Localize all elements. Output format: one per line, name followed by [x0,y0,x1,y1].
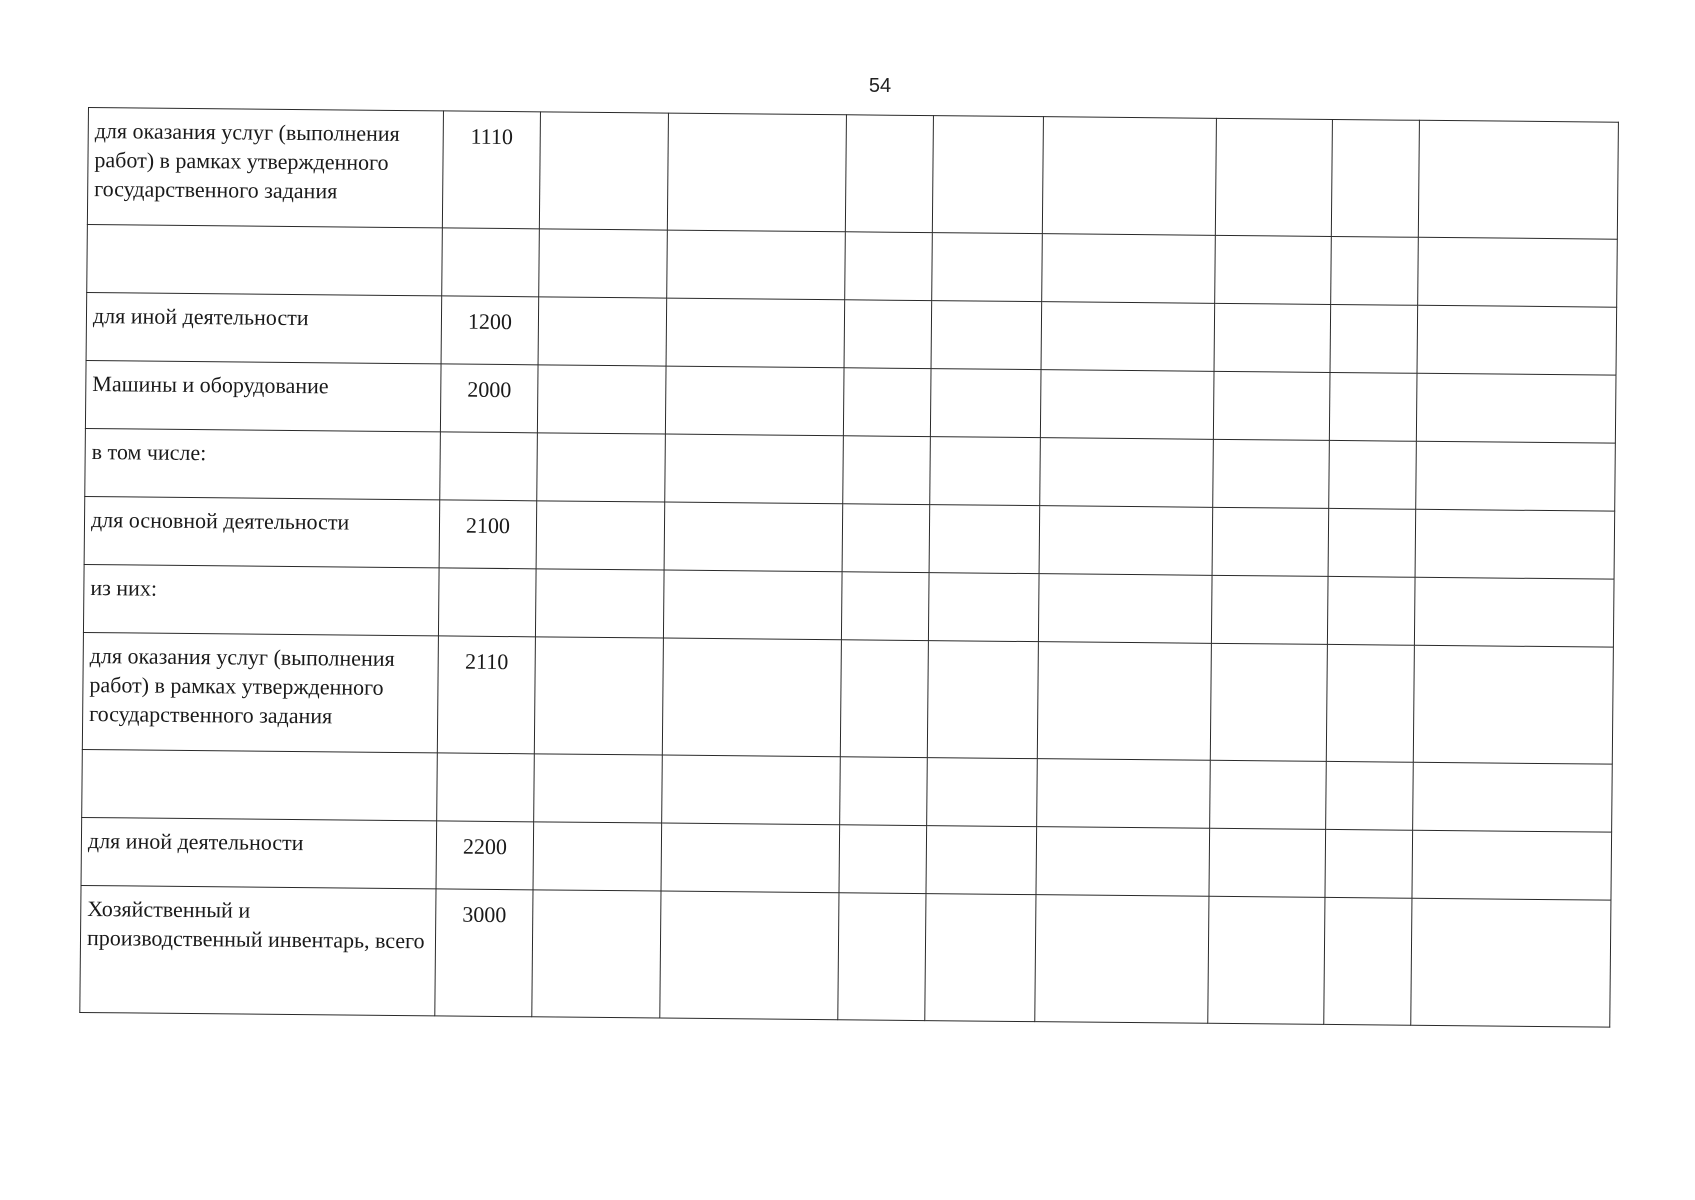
table-cell [927,758,1038,827]
table-cell [1417,305,1617,375]
row-label [82,749,438,820]
row-label: для иной деятельности [86,292,442,363]
table-cell [1210,760,1327,829]
table-row [80,885,1611,1027]
table-cell [1326,761,1414,830]
table-cell [930,437,1041,506]
table-cell [927,641,1038,759]
table-wrapper [79,107,1619,1028]
table-cell [1325,829,1413,898]
table-cell [1326,644,1414,762]
table-cell [1037,759,1211,829]
table-cell [845,115,933,233]
table-cell [926,826,1037,895]
row-label: Машины и оборудование [85,360,441,431]
table-cell [1037,642,1211,761]
table-body [80,108,1619,1028]
row-label: для оказания услуг (выполнения работ) в рамках утвержденного государственного задания [87,108,443,228]
table-cell [1040,370,1214,440]
table-cell [1035,895,1209,1024]
table-cell [1213,439,1330,508]
table-cell [1215,235,1332,304]
table-cell [539,112,668,230]
row-label: для основной деятельности [84,496,440,567]
table-cell [1413,645,1613,764]
table-cell [539,229,668,298]
table-cell [1412,830,1612,900]
row-code: 3000 [435,889,533,1017]
table-cell [1042,117,1216,236]
table-cell [1208,896,1325,1024]
table-cell [536,501,665,570]
table-cell [840,640,928,758]
table-cell [930,369,1041,438]
row-code [442,228,540,297]
table-cell [928,573,1039,642]
table-cell [1214,303,1331,372]
table-cell [535,569,664,638]
table-cell [1329,372,1417,441]
table-cell [538,297,667,366]
table-cell [664,502,843,572]
table-cell [1415,509,1615,579]
row-code: 1200 [441,296,539,365]
table-cell [537,433,666,502]
table-cell [1215,118,1332,236]
table-cell [667,113,846,232]
table-cell [534,637,663,755]
table-cell [537,365,666,434]
table-cell [1039,506,1213,576]
table-cell [932,116,1043,234]
table-cell [925,894,1036,1022]
table-cell [1416,441,1616,511]
row-label [87,224,443,295]
table-cell [1411,898,1611,1027]
table-cell [1042,234,1216,304]
table-cell [532,890,661,1018]
row-label: для иной деятельности [81,817,437,888]
table-cell [1418,120,1618,239]
table-cell [1040,438,1214,508]
row-label: в том числе: [85,428,441,499]
row-code [438,568,536,637]
table-row [82,632,1613,764]
table-cell [1041,302,1215,372]
table-cell [1327,576,1415,645]
table-cell [1413,762,1613,832]
table-cell [1211,575,1328,644]
table-cell [843,436,931,505]
table-cell [1038,574,1212,644]
table-cell [1330,304,1418,373]
table-cell [1329,440,1417,509]
row-label: из них: [83,564,439,635]
row-code [440,432,538,501]
table-cell [1331,119,1419,237]
row-label: для оказания услуг (выполнения работ) в рамках утвержденного государственного задания [82,632,438,752]
table-cell [932,233,1043,302]
table-cell [1213,371,1330,440]
table-cell [1328,508,1416,577]
table-cell [843,368,931,437]
table-cell [662,638,841,757]
table-cell [845,232,933,301]
table-cell [929,505,1040,574]
table-cell [1036,827,1210,897]
table-cell [1324,897,1412,1025]
data-table [79,107,1619,1028]
table-row [87,108,1618,240]
table-cell [1210,643,1327,761]
table-cell [665,434,844,504]
table-cell [1416,373,1616,443]
row-label: Хозяйственный и производственный инвентарь, всего [80,885,436,1015]
table-cell [1414,577,1614,647]
row-code [437,753,535,822]
table-cell [1418,237,1618,307]
page-number: 54 [868,75,892,97]
table-cell [1212,507,1329,576]
row-code: 2200 [436,821,534,890]
row-code: 2110 [437,636,535,754]
row-code: 2000 [440,364,538,433]
row-code: 1110 [442,111,540,229]
table-cell [660,891,839,1020]
table-cell [839,825,927,894]
table-cell [1331,236,1419,305]
row-code: 2100 [439,500,537,569]
table-cell [1209,828,1326,897]
table-cell [533,822,662,891]
table-cell [661,823,840,893]
table-cell [666,298,845,368]
table-cell [840,757,928,826]
table-cell [662,755,841,825]
table-cell [838,893,926,1021]
table-cell [844,300,932,369]
table-cell [665,366,844,436]
table-cell [534,754,663,823]
table-cell [663,570,842,640]
table-cell [667,230,846,300]
table-cell [931,301,1042,370]
table-cell [841,572,929,641]
table-cell [842,504,930,573]
